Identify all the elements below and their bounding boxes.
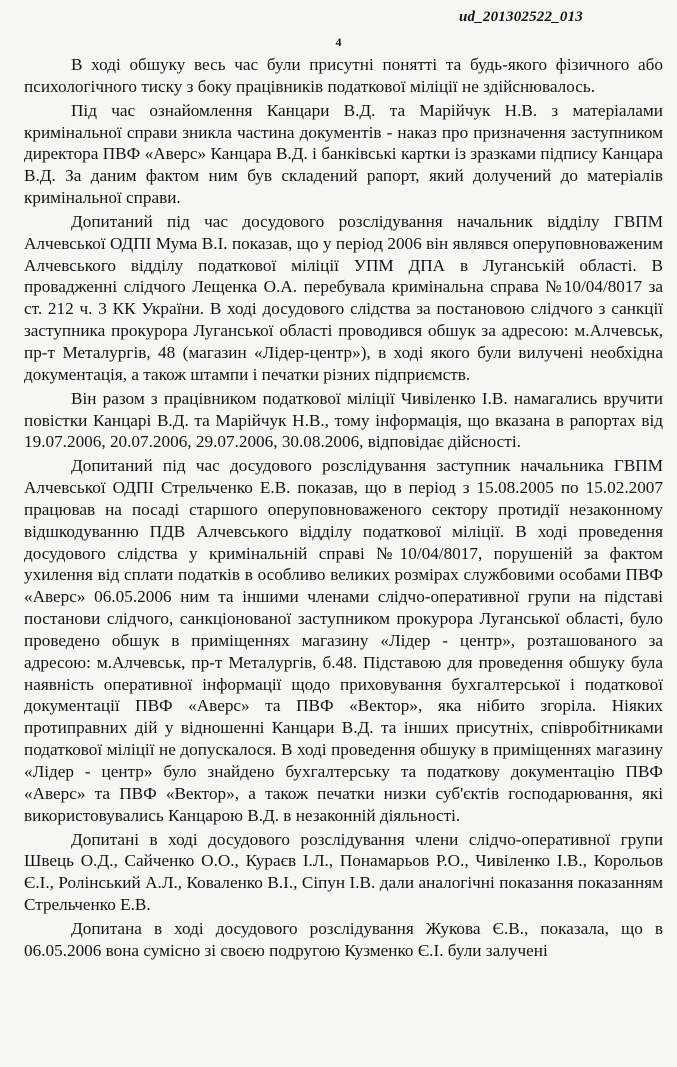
document-id: ud_201302522_013 — [458, 9, 583, 25]
paragraph-missing-documents: Під час ознайомлення Канцари В.Д. та Марійчук Н.В. з матеріалами кримінальної справи зникла частина документів - наказ про призначення заступником директора ПВФ «Аверс» Канцара В.Д. і банківські картки із зразками підпису Канцара В.Д. За даним фактом ним був складений рапорт, який долучений до матеріалів кримінальної справи. — [24, 100, 663, 208]
paragraph-summons-reports: Він разом з працівником податкової міліції Чивіленко І.В. намагались вручити повістки Канцарі В.Д. та Марійчук Н.В., тому інформація, що вказана в рапортах від 19.07.2006, 20.07.2006, 29.07.2006, 30.08.2006, відповідає дійсності. — [24, 388, 663, 452]
paragraph-group-members-testimony: Допитані в ході досудового розслідування члени слідчо-оперативної групи Швець О.Д., Сайченко О.О., Кураєв І.Л., Понамарьов Р.О., Чивіленко І.В., Корольов Є.І., Ролінський А.Л., Коваленко В.І., Сіпун І.В. дали аналогічні показання показанням Стрельченко Е.В. — [24, 829, 663, 915]
page-number: 4 — [335, 35, 342, 49]
paragraph-zhukova-testimony: Допитана в ході досудового розслідування Жукова Є.В., показала, що в 06.05.2006 вона сумісно зі своєю подругою Кузменко Є.І. були залучені — [24, 918, 663, 960]
paragraph-muma-testimony: Допитаний під час досудового розслідування начальник відділу ГВПМ Алчевської ОДПІ Мума В.І. показав, що у період 2006 він являвся оперуповноваженим Алчевського відділу податкової міліції УПМ ДПА в Луганській області. В провадженні слідчого Лещенка О.А. перебувала кримінальна справа №10/04/8017 за ст. 212 ч. 3 КК України. В ході досудового слідства за постановою слідчого з санкції заступника прокурора Луганської області проводився обшук за адресою: м.Алчевськ, пр-т Металургів, 48 (магазин «Лідер-центр»), в ході якого були вилучені необхідна документація, а також штампи і печатки різних підприємств. — [24, 211, 663, 384]
paragraph-search-conduct: В ході обшуку весь час були присутні понятті та будь-якого фізичного або психологічного тиску з боку працівників податкової міліції не здійснювалось. — [24, 55, 663, 96]
paragraph-strelchenko-testimony: Допитаний під час досудового розслідування заступник начальника ГВПМ Алчевської ОДПІ Стрельченко Е.В. показав, що в період з 15.08.2005 по 15.02.2007 працював на посаді старшого оперуповноваженого сектору протидії незаконному відшкодуванню ПДВ Алчевського відділу податкової міліції. В ході проведення досудового слідства у кримінальній справі №10/04/8017, порушеній за фактом ухилення від сплати податків в особливо великих розмірах службовими особами ПВФ «Аверс» 06.05.2006 ним та іншими членами слідчо-оперативної групи на підставі постанови слідчого, санкціонованої заступником прокурора Луганської області, було проведено обшук в приміщеннях магазину «Лідер - центр», розташованого за адресою: м.Алчевськ, пр-т Металургів, б.48. Підставою для проведення обшуку була наявність оперативної інформації щодо приховування бухгалтерської і податкової документації ПВФ «Аверс» та ПВФ «Вектор», яка нібито згоріла. Ніяких протиправних дій у відношенні Канцари В.Д. та інших присутніх, співробітниками податкової міліції не допускалося. В ході проведення обшуку в приміщеннях магазину «Лідер - центр» було знайдено бухгалтерську та податкову документацію ПВФ «Аверс» та ПВФ «Вектор», а також печатки низки суб'єктів господарювання, які використовувались Канцарою В.Д. в незаконній діяльності. — [24, 456, 663, 825]
document-body — [24, 54, 663, 962]
